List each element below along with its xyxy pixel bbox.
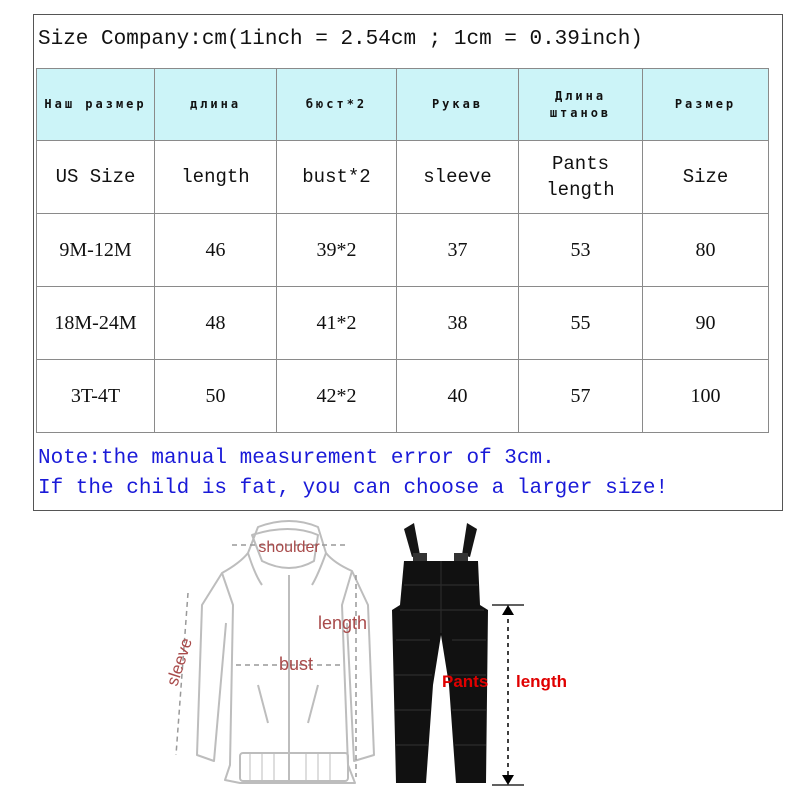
table-cell: 38 (397, 287, 519, 360)
length-label: length (318, 613, 368, 633)
table-cell: 9M-12M (37, 214, 155, 287)
table-cell: 55 (519, 287, 643, 360)
header-cell: Длина штанов (519, 69, 643, 141)
header-cell: Рукав (397, 69, 519, 141)
measurement-diagram (0, 515, 800, 800)
table-cell: 40 (397, 360, 519, 433)
header-cell: Наш размер (37, 69, 155, 141)
pants-length-label: length (516, 672, 567, 691)
table-row (37, 214, 769, 287)
pants-length-arrow (492, 605, 524, 785)
header-cell: Pants length (519, 141, 643, 214)
table-header-russian (37, 69, 769, 141)
table-row (37, 287, 769, 360)
table-cell: 42*2 (277, 360, 397, 433)
table-cell: 100 (643, 360, 769, 433)
note-line: If the child is fat, you can choose a larger size! (38, 477, 669, 500)
table-cell: 57 (519, 360, 643, 433)
header-cell: Размер (643, 69, 769, 141)
pants-label: Pants (442, 672, 489, 691)
table-cell: 53 (519, 214, 643, 287)
table-row (37, 360, 769, 433)
table-cell: 37 (397, 214, 519, 287)
header-cell: длина (155, 69, 277, 141)
header-cell: US Size (37, 141, 155, 214)
size-notes (38, 444, 668, 504)
table-cell: 50 (155, 360, 277, 433)
jacket-illustration (197, 521, 374, 783)
table-cell: 46 (155, 214, 277, 287)
pants-illustration (392, 523, 488, 783)
table-cell: 3T-4T (37, 360, 155, 433)
header-cell: length (155, 141, 277, 214)
table-header-english (37, 141, 769, 214)
table-cell: 80 (643, 214, 769, 287)
header-cell: bust*2 (277, 141, 397, 214)
header-cell: sleeve (397, 141, 519, 214)
note-line: Note:the manual measurement error of 3cm. (38, 447, 555, 470)
table-cell: 39*2 (277, 214, 397, 287)
header-cell: Size (643, 141, 769, 214)
header-cell: бюст*2 (277, 69, 397, 141)
table-cell: 18M-24M (37, 287, 155, 360)
table-cell: 41*2 (277, 287, 397, 360)
table-cell: 90 (643, 287, 769, 360)
jacket-measure-lines (176, 545, 356, 777)
table-cell: 48 (155, 287, 277, 360)
bust-label: bust (279, 654, 314, 674)
sleeve-label: sleeve (162, 635, 196, 689)
size-table (36, 68, 769, 433)
size-caption: Size Company:cm(1inch = 2.54cm ; 1cm = 0.39inch) (38, 28, 643, 51)
shoulder-label: shoulder (258, 539, 320, 556)
